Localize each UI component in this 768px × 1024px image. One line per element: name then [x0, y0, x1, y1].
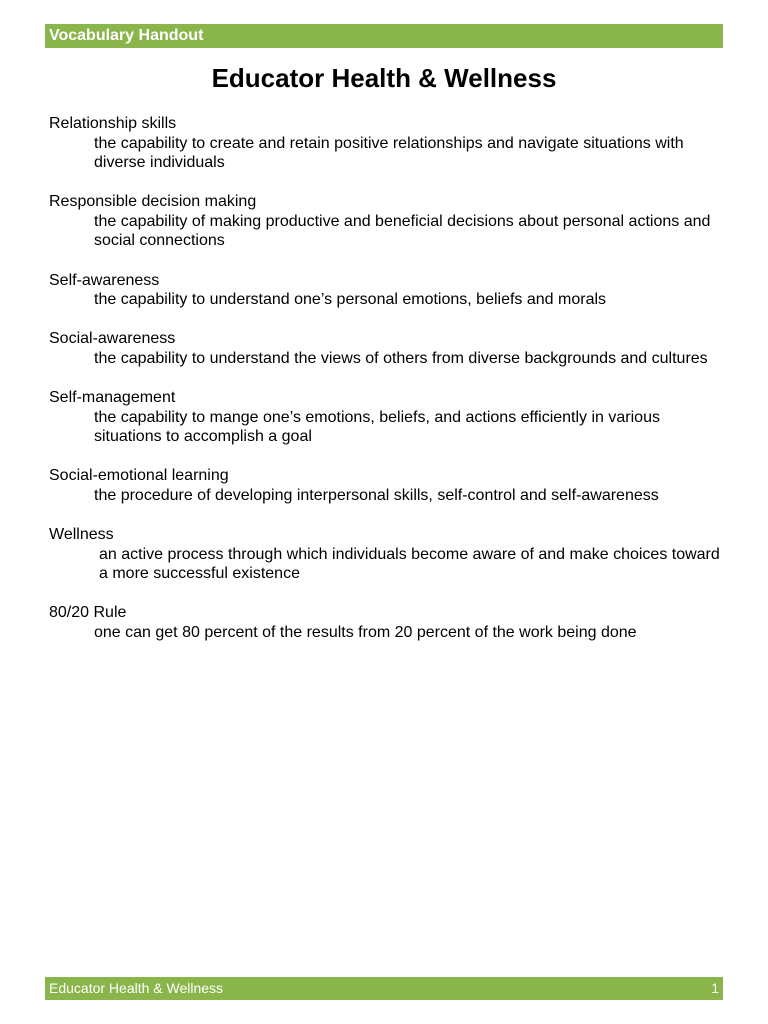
vocabulary-entry: [49, 271, 729, 310]
vocabulary-entry: [49, 466, 729, 505]
vocabulary-entry: [49, 388, 729, 447]
vocabulary-definition: the capability to understand the views of others from diverse backgrounds and cultures: [94, 349, 708, 367]
vocabulary-definition: the capability to understand one’s personal emotions, beliefs and morals: [94, 291, 607, 309]
page-title: Educator Health & Wellness: [211, 63, 557, 93]
page-number: 1: [711, 980, 719, 996]
vocabulary-definition: the capability to mange one’s emotions, beliefs, and actions efficiently in various situations to accomplish a goal: [94, 408, 660, 446]
vocabulary-entry: [49, 525, 729, 584]
vocabulary-definition: the capability of making productive and beneficial decisions about personal actions and social connections: [94, 212, 711, 250]
vocabulary-entry: [49, 329, 729, 368]
vocabulary-entry: [49, 192, 729, 251]
vocabulary-term: Self-awareness: [49, 271, 160, 289]
vocabulary-definition: the procedure of developing interpersonal skills, self-control and self-awareness: [94, 486, 659, 504]
vocabulary-term: Self-management: [49, 388, 176, 406]
header-band: [45, 24, 723, 48]
vocabulary-entry: [49, 603, 729, 642]
vocabulary-definition: one can get 80 percent of the results from 20 percent of the work being done: [94, 623, 637, 641]
vocabulary-definition: the capability to create and retain positive relationships and navigate situations with diverse individuals: [94, 134, 684, 172]
vocabulary-term: Social-emotional learning: [49, 467, 229, 485]
footer-band: [45, 977, 723, 1000]
vocabulary-term: 80/20 Rule: [49, 604, 127, 622]
vocabulary-term: Social-awareness: [49, 330, 176, 348]
vocabulary-term: Responsible decision making: [49, 193, 257, 211]
header-label: Vocabulary Handout: [49, 27, 204, 44]
footer-title: Educator Health & Wellness: [49, 980, 224, 996]
vocabulary-term: Wellness: [49, 525, 114, 543]
vocabulary-entry: [49, 114, 729, 173]
vocabulary-list: [49, 114, 729, 662]
vocabulary-definition: an active process through which individuals become aware of and make choices toward a more successful existence: [99, 545, 720, 583]
vocabulary-term: Relationship skills: [49, 115, 177, 132]
